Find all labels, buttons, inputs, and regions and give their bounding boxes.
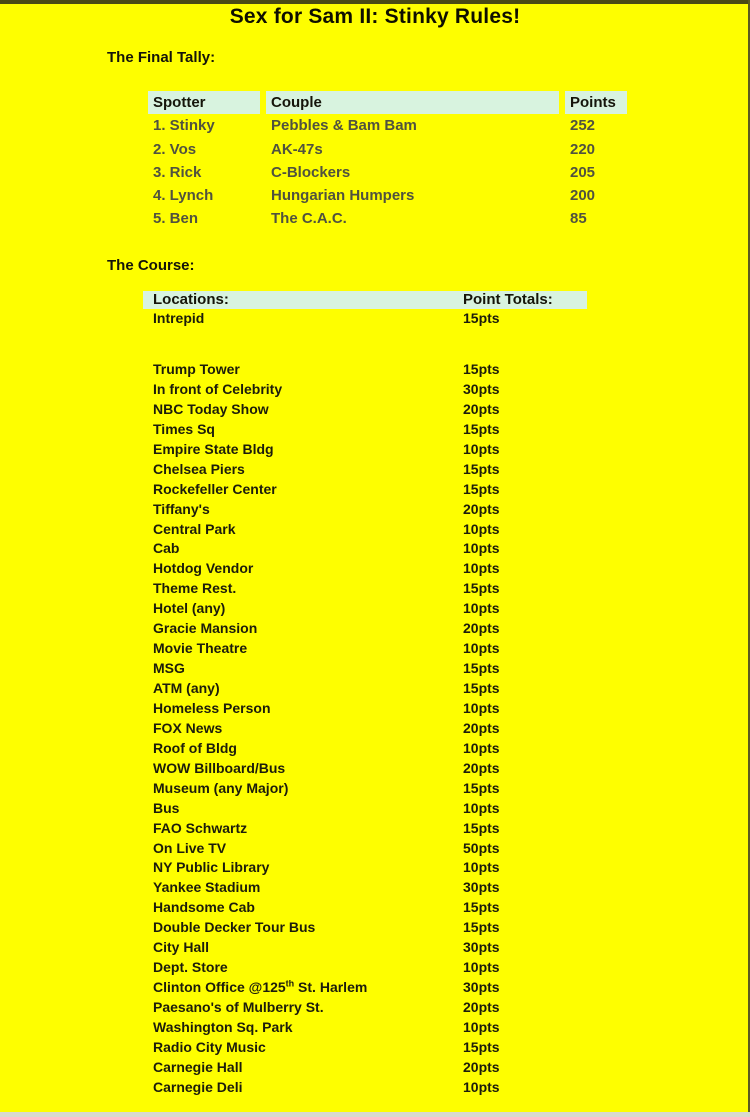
course-location: FAO Schwartz [153,819,248,836]
tally-couple: Pebbles & Bam Bam [271,117,417,135]
course-points: 50pts [463,839,500,856]
course-table-header [143,291,587,309]
tally-spotter: 5. Ben [153,210,199,228]
course-location: Hotdog Vendor [153,560,254,577]
course-location: Museum (any Major) [153,779,289,796]
course-location: FOX News [153,719,223,736]
course-points: 15pts [463,361,500,377]
course-location: Intrepid [153,310,205,326]
course-location: NY Public Library [153,859,270,876]
course-location: Central Park [153,520,236,537]
course-header-locations: Locations: [143,291,455,309]
course-location: Bus [153,799,180,816]
course-points: 15pts [463,779,500,796]
course-points: 30pts [463,879,500,896]
course-points: 20pts [463,620,500,637]
course-location: Trump Tower [153,361,240,377]
course-location [143,978,455,998]
course-points: 15pts [463,660,500,677]
course-location: On Live TV [153,839,227,856]
course-points: 30pts [463,380,500,397]
tally-points: 220 [570,140,596,158]
page-title: Sex for Sam II: Stinky Rules! [229,5,521,28]
course-points: 15pts [463,1038,500,1055]
course-location: Radio City Music [153,1038,266,1055]
course-points: 20pts [463,719,500,736]
course-location: Gracie Mansion [153,620,258,637]
course-points: 15pts [463,580,500,597]
course-points: 10pts [463,799,500,816]
course-table-rows [143,360,587,1098]
course-points: 10pts [463,440,500,457]
tally-couple: C-Blockers [271,163,351,181]
course-points: 20pts [463,400,500,417]
tally-header-points: Points [565,91,627,114]
course-location: In front of Celebrity [153,380,283,397]
course-points: 15pts [463,919,500,936]
course-location-superscript: th [285,978,295,989]
course-location-text: Clinton Office @125 [153,979,286,996]
course-points: 20pts [463,500,500,517]
course-points: 30pts [463,939,500,956]
tally-points: 200 [570,187,596,205]
course-points: 10pts [463,739,500,756]
course-location: ATM (any) [153,680,220,696]
course-points: 15pts [463,819,500,836]
course-points: 15pts [463,680,500,696]
course-location-text: St. Harlem [294,979,368,996]
course-location: City Hall [153,939,210,956]
course-points: 15pts [463,310,500,326]
course-location: Hotel (any) [153,600,226,617]
course-points: 20pts [463,1058,500,1075]
tally-couple: Hungarian Humpers [271,187,415,205]
course-points: 15pts [463,899,500,916]
tally-couple: The C.A.C. [271,210,347,228]
top-border-bar [0,0,750,4]
course-points: 10pts [463,560,500,577]
course-location: Tiffany's [153,500,210,517]
course-location: Theme Rest. [153,580,237,597]
course-location: Times Sq [153,420,215,437]
course-location: Rockefeller Center [153,480,277,497]
course-location: Double Decker Tour Bus [153,919,316,936]
course-points: 10pts [463,1078,500,1095]
course-points: 10pts [463,520,500,537]
course-points: 10pts [463,600,500,617]
course-points: 30pts [463,979,500,996]
tally-couple: AK-47s [271,140,323,158]
course-location: Carnegie Hall [153,1058,243,1075]
course-points: 15pts [463,480,500,497]
final-tally-table [148,91,627,231]
tally-spotter: 1. Stinky [153,117,215,135]
course-points: 10pts [463,640,500,657]
tally-spotter: 4. Lynch [153,187,214,205]
course-header-point-totals: Point Totals: [455,291,587,309]
course-location: NBC Today Show [153,400,269,417]
tally-header-spotter: Spotter [148,91,260,114]
course-location: Chelsea Piers [153,460,245,477]
course-location: Washington Sq. Park [153,1018,293,1035]
tally-header-couple: Couple [266,91,559,114]
course-points: 20pts [463,759,500,776]
course-location: Yankee Stadium [153,879,261,896]
course-location: Roof of Bldg [153,739,237,756]
course-points: 10pts [463,540,500,557]
course-location: Movie Theatre [153,640,248,657]
course-points: 15pts [463,420,500,437]
tally-points: 205 [570,163,596,181]
course-heading: The Course: [107,257,195,274]
tally-spotter: 3. Rick [153,163,202,181]
tally-spotter: 2. Vos [153,140,197,158]
course-points: 10pts [463,959,500,976]
course-location: Dept. Store [153,959,228,976]
course-points: 20pts [463,999,500,1015]
course-points: 10pts [463,1018,500,1035]
course-location: Cab [153,540,180,557]
tally-points: 252 [570,117,596,135]
bottom-edge-strip [0,1112,750,1117]
final-tally-heading: The Final Tally: [107,49,216,66]
course-points: 10pts [463,859,500,876]
course-location: Handsome Cab [153,899,255,916]
tally-points: 85 [570,210,587,228]
course-row-intrepid [143,309,587,329]
course-location: WOW Billboard/Bus [153,759,286,776]
course-location: Empire State Bldg [153,440,274,457]
course-location: Paesano's of Mulberry St. [153,999,324,1015]
course-points: 15pts [463,460,500,477]
course-points: 10pts [463,699,500,716]
course-location: Homeless Person [153,699,271,716]
course-location: Carnegie Deli [153,1078,243,1095]
course-location: MSG [153,660,185,677]
